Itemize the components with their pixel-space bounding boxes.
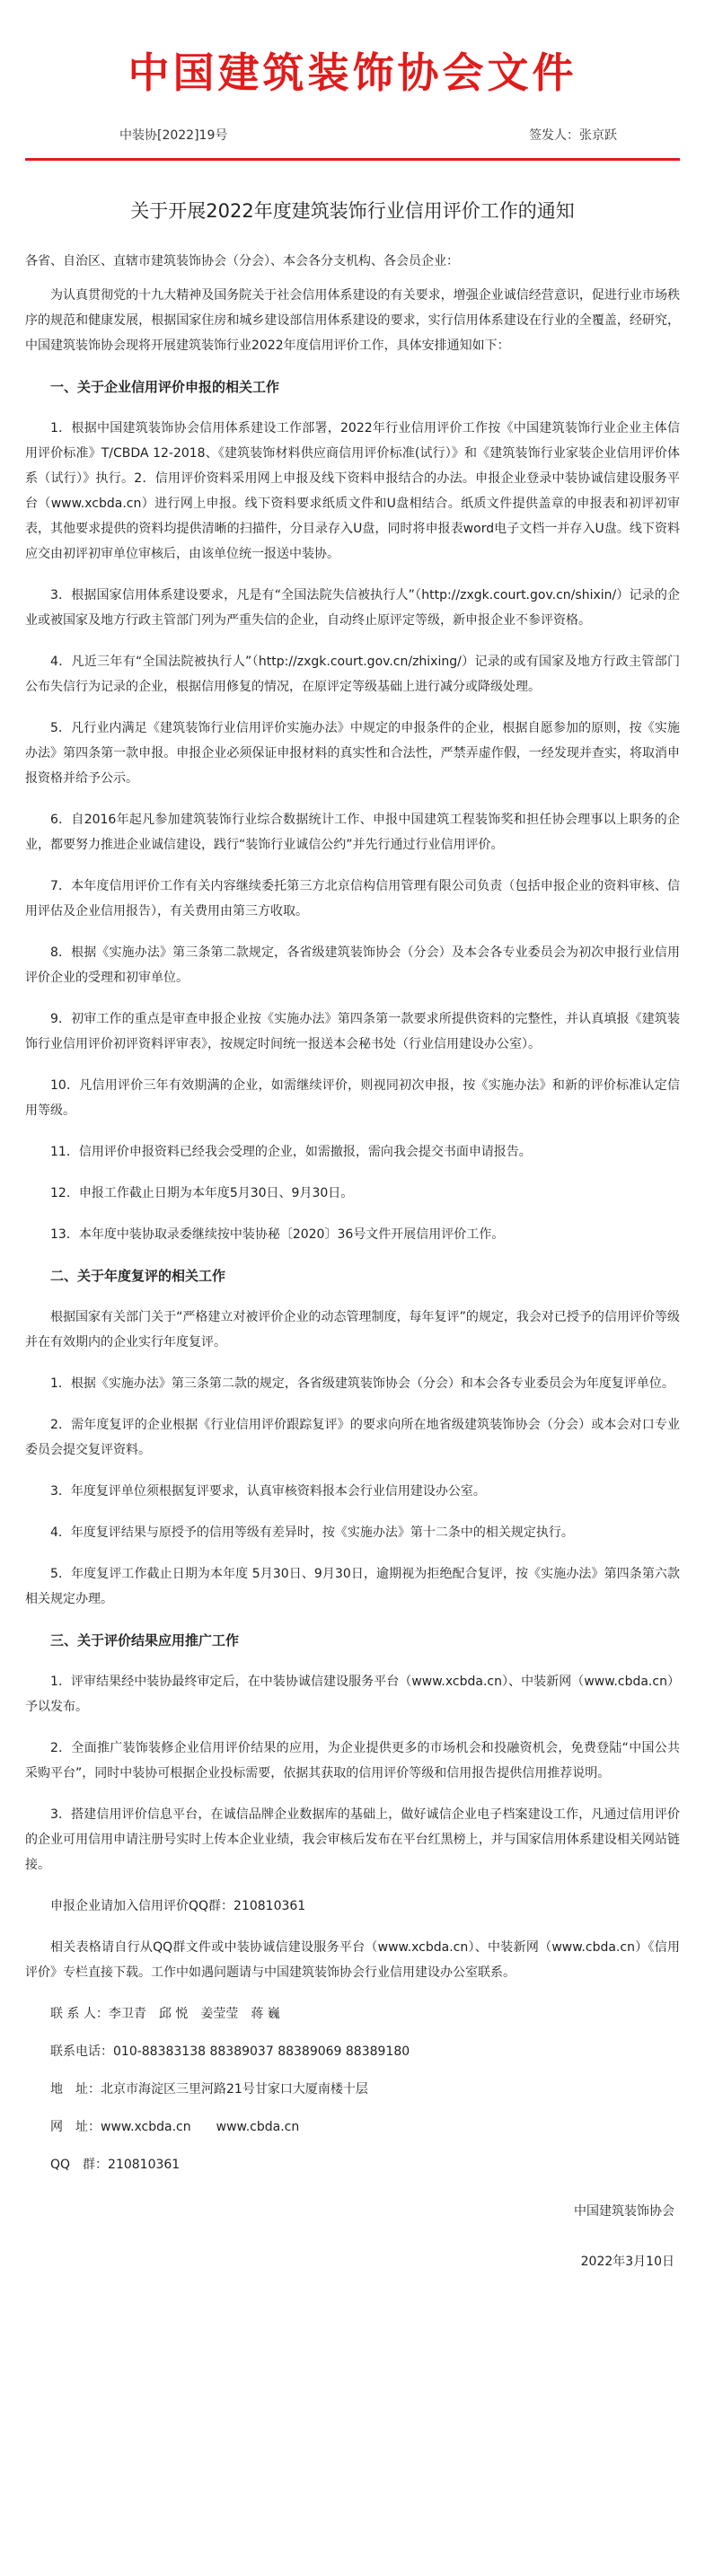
contact-website: 网 址：www.xcbda.cn www.cbda.cn xyxy=(50,2120,300,2134)
section3-item: 3．搭建信用评价信息平台，在诚信品牌企业数据库的基础上，做好诚信企业电子档案建设工作，凡通过信用评价的企业可用信用申请注册号实时上传本企业业绩，我会审核后发布在平台红黑榜上，并与国家信用体系建设相关网站链接。 xyxy=(25,1807,680,1872)
signer: 签发人：张京跃 xyxy=(529,128,617,143)
download-note: 相关表格请自行从QQ群文件或中装协诚信建设服务平台（www.xcbda.cn）、中装新网（www.cbda.cn）《信用评价》专栏直接下载。工作中如遇问题请与中国建筑装饰协会行业信用建设办公室联系。 xyxy=(25,1940,680,1980)
contact-phone: 联系电话：010-88383138 88389037 88389069 88389180 xyxy=(50,2044,410,2059)
contact-qq: QQ 群：210810361 xyxy=(50,2158,181,2172)
masthead-title: 中国建筑装饰协会文件 xyxy=(128,48,577,97)
section3-item: 2．全面推广装饰装修企业信用评价结果的应用，为企业提供更多的市场机会和投融资机会，免费登陆“中国公共采购平台”，同时中装协可根据企业投标需要，依据其获取的信用评价等级和信用报告提供信用推荐说明。 xyxy=(25,1741,680,1780)
section2-item: 1．根据《实施办法》第三条第二款的规定，各省级建筑装饰协会（分会）和本会各专业委员会为年度复评单位。 xyxy=(50,1376,674,1391)
section1-item: 6．自2016年起凡参加建筑装饰行业综合数据统计工作、申报中国建筑工程装饰奖和担任协会理事以上职务的企业，都要努力推进企业诚信建设，践行“装饰行业诚信公约”并先行通过行业信用评价。 xyxy=(25,813,680,852)
addressee: 各省、自治区、直辖市建筑装饰协会（分会）、本会各分支机构、各会员企业： xyxy=(25,254,459,268)
section2-item: 2．需年度复评的企业根据《行业信用评价跟踪复评》的要求向所在地省级建筑装饰协会（分会）或本会对口专业委员会提交复评资料。 xyxy=(25,1418,680,1457)
section2-intro: 根据国家有关部门关于“严格建立对被评价企业的动态管理制度，每年复评”的规定，我会对已授予的信用评价等级并在有效期内的企业实行年度复评。 xyxy=(25,1310,680,1350)
section1-item: 7．本年度信用评价工作有关内容继续委托第三方北京信构信用管理有限公司负责（包括申报企业的资料审核、信用评估及企业信用报告），有关费用由第三方收取。 xyxy=(25,879,680,919)
signoff-org: 中国建筑装饰协会 xyxy=(574,2204,674,2219)
section2-item: 3．年度复评单位须根据复评要求，认真审核资料报本会行业信用建设办公室。 xyxy=(50,1484,486,1499)
section-heading-2: 二、关于年度复评的相关工作 xyxy=(50,1268,226,1284)
section1-item: 8．根据《实施办法》第三条第二款规定，各省级建筑装饰协会（分会）及本会各专业委员会为初次申报行业信用评价企业的受理和初审单位。 xyxy=(25,945,680,985)
red-divider xyxy=(25,158,680,161)
section1-item: 13．本年度中装协取录委继续按中装协秘〔2020〕36号文件开展信用评价工作。 xyxy=(50,1227,505,1242)
document-meta xyxy=(25,126,680,144)
signoff xyxy=(25,2199,680,2274)
section1-item: 3．根据国家信用体系建设要求，凡是有“全国法院失信被执行人”（http://zxgk.court.gov.cn/shixin/）记录的企业或被国家及地方行政主管部门列为严重失信的企业，自动终止原评定等级，新申报企业不参评资格。 xyxy=(25,588,680,628)
section1-item: 10．凡信用评价三年有效期满的企业，如需继续评价，则视同初次申报，按《实施办法》和新的评价标准认定信用等级。 xyxy=(25,1078,680,1118)
section-heading-3: 三、关于评价结果应用推广工作 xyxy=(50,1632,240,1648)
section1-item: 5．凡行业内满足《建筑装饰行业信用评价实施办法》中规定的申报条件的企业，根据自愿参加的原则，按《实施办法》第四条第一款申报。申报企业必须保证申报材料的真实性和合法性，严禁弄虚作假，一经发现并查实，将取消申报资格并给予公示。 xyxy=(25,721,680,786)
contact-persons: 联 系 人：李卫青 邱 悦 姜莹莹 蒋 巍 xyxy=(50,2007,280,2021)
section2-item: 4．年度复评结果与原授予的信用等级有差异时，按《实施办法》第十二条中的相关规定执行。 xyxy=(50,1525,574,1540)
document-title: 关于开展2022年度建筑装饰行业信用评价工作的通知 xyxy=(130,200,575,222)
section-heading-1: 一、关于企业信用评价申报的相关工作 xyxy=(50,379,280,395)
signoff-date: 2022年3月10日 xyxy=(580,2255,674,2269)
section1-item: 1．根据中国建筑装饰协会信用体系建设工作部署，2022年行业信用评价工作按《中国建筑装饰行业企业主体信用评价标准》T/CBDA 12-2018、《建筑装饰材料供应商信用评价标准(试行）》和《建筑装饰行业家装企业信用评价体系（试行）》执行。2．信用评价资料采用网上申报及线下资料申报结合的办法。申报企业登录中装协诚信建设服务平台（www.xcbda.cn）进行网上申报。线下资料要求纸质文件和U盘相结合。纸质文件提供盖章的申报表和初评初审表，其他要求提供的资料均提供清晰的扫描件，分目录存入U盘，同时将申报表word电子文档一并存入U盘。线下资料应交由初评初审单位审核后，由该单位统一报送中装协。 xyxy=(25,421,680,561)
section1-item: 9．初审工作的重点是审查申报企业按《实施办法》第四条第一款要求所提供资料的完整性，并认真填报《建筑装饰行业信用评价初评资料评审表》，按规定时间统一报送本会秘书处（行业信用建设办公室）。 xyxy=(25,1012,680,1051)
section1-item: 11．信用评价申报资料已经我会受理的企业，如需撤报，需向我会提交书面申请报告。 xyxy=(50,1145,532,1159)
section2-item: 5．年度复评工作截止日期为本年度 5月30日、9月30日，逾期视为拒绝配合复评，按《实施办法》第四条第六款相关规定办理。 xyxy=(25,1567,680,1606)
section3-item: 1．评审结果经中装协最终审定后，在中装协诚信建设服务平台（www.xcbda.cn）、中装新网（www.cbda.cn）予以发布。 xyxy=(25,1675,680,1714)
contact-address: 地 址：北京市海淀区三里河路21号甘家口大厦南楼十层 xyxy=(50,2082,368,2097)
section1-item: 12．申报工作截止日期为本年度5月30日、9月30日。 xyxy=(50,1186,354,1200)
qq-group-note: 申报企业请加入信用评价QQ群：210810361 xyxy=(50,1899,306,1913)
intro-paragraph: 为认真贯彻党的十九大精神及国务院关于社会信用体系建设的有关要求，增强企业诚信经营意识，促进行业市场秩序的规范和健康发展，根据国家住房和城乡建设部信用体系建设的要求，实行信用体系建设在行业的全覆盖，经研究，中国建筑装饰协会现将开展建筑装饰行业2022年度信用评价工作，具体安排通知如下： xyxy=(25,288,680,353)
section1-item: 4．凡近三年有“全国法院被执行人”（http://zxgk.court.gov.cn/zhixing/）记录的或有国家及地方行政主管部门公布失信行为记录的企业，根据信用修复的情况，在原评定等级基础上进行减分或降级处理。 xyxy=(25,655,680,694)
doc-number: 中装协[2022]19号 xyxy=(119,128,228,143)
document-body xyxy=(25,249,680,2177)
